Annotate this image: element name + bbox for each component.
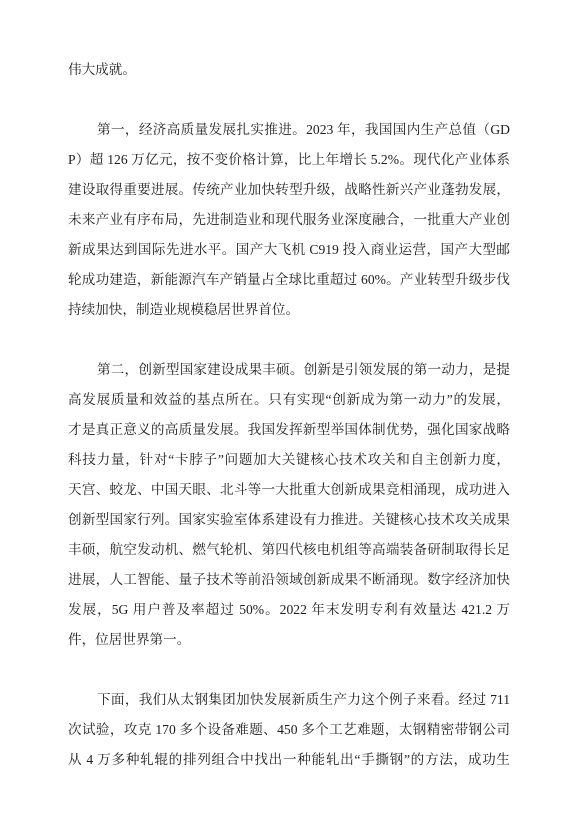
text-line: 第二，创新型国家建设成果丰硕。创新是引领发展的第一动力，是提 <box>97 362 510 377</box>
text-line: 高发展质量和效益的基点所在。只有实现“创新成为第一动力”的发展， <box>68 392 510 407</box>
text-line: 伟大成就。 <box>68 62 136 77</box>
text-line: 第一，经济高质量发展扎实推进。2023 年，我国国内生产总值（GD <box>97 122 510 137</box>
paragraph-taigang-example <box>68 685 510 775</box>
text-line: 发展，5G 用户普及率超过 50%。2022 年末发明专利有效量达 421.2 万 <box>68 602 510 617</box>
text-line: 持续加快，制造业规模稳居世界首位。 <box>68 302 300 317</box>
text-line: 下面，我们从太钢集团加快发展新质生产力这个例子来看。经过 711 <box>97 692 510 707</box>
text-line: 天宫、蛟龙、中国天眼、北斗等一大批重大创新成果竞相涌现，成功进入 <box>68 482 510 497</box>
text-line: 次试验，攻克 170 多个设备难题、450 多个工艺难题，太钢精密带钢公司 <box>68 722 510 737</box>
text-line: 进展，人工智能、量子技术等前沿领域创新成果不断涌现。数字经济加快 <box>68 572 510 587</box>
text-line: 丰硕，航空发动机、燃气轮机、第四代核电机组等高端装备研制取得长足 <box>68 542 510 557</box>
text-line: 件，位居世界第一。 <box>68 632 191 647</box>
paragraph-continuation <box>68 55 510 85</box>
text-line: 科技力量，针对“卡脖子”问题加大关键核心技术攻关和自主创新力度， <box>68 452 510 467</box>
text-line: 新成果达到国际先进水平。国产大飞机 C919 投入商业运营，国产大型邮 <box>68 242 510 257</box>
paragraph-innovation <box>68 355 510 655</box>
text-line: P）超 126 万亿元，按不变价格计算，比上年增长 5.2%。现代化产业体系 <box>68 152 510 167</box>
text-line: 未来产业有序布局，先进制造业和现代服务业深度融合，一批重大产业创 <box>68 212 510 227</box>
paragraph-economy <box>68 115 510 325</box>
text-line: 才是真正意义的高质量发展。我国发挥新型举国体制优势，强化国家战略 <box>68 422 510 437</box>
text-line: 建设取得重要进展。传统产业加快转型升级，战略性新兴产业蓬勃发展， <box>68 182 510 197</box>
text-line: 轮成功建造，新能源汽车产销量占全球比重超过 60%。产业转型升级步伐 <box>68 272 510 287</box>
text-line: 创新型国家行列。国家实验室体系建设有力推进。关键核心技术攻关成果 <box>68 512 510 527</box>
text-line: 从 4 万多种轧辊的排列组合中找出一种能轧出“手撕钢”的方法，成功生 <box>68 752 510 767</box>
